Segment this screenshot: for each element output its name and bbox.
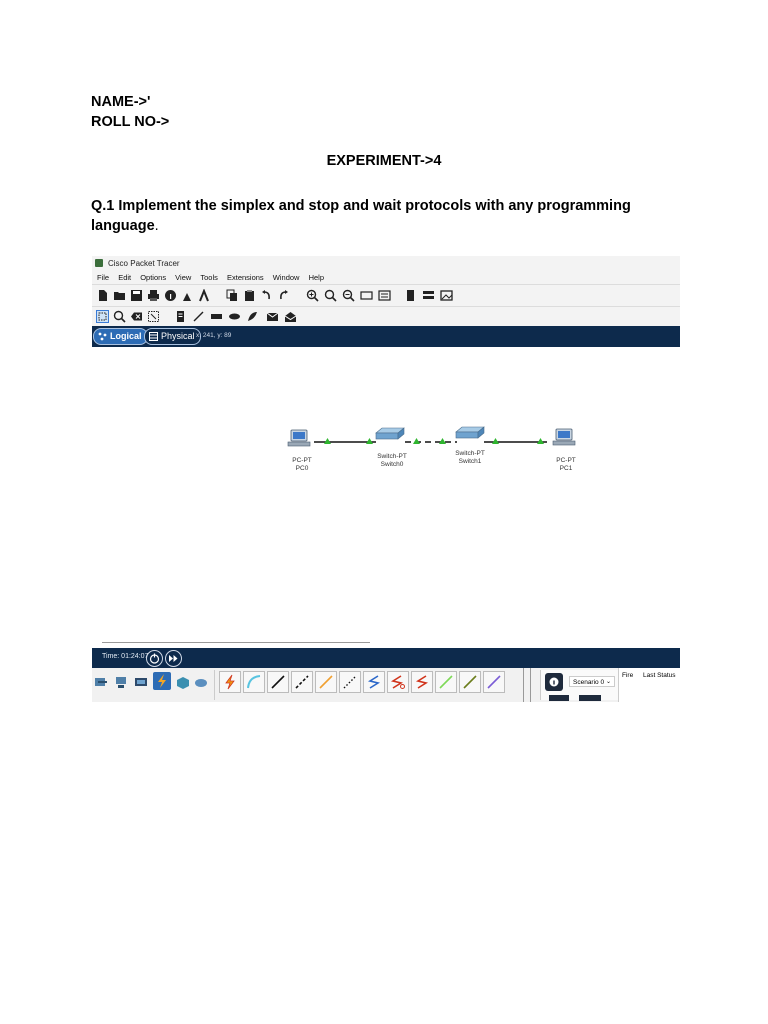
fast-forward-button[interactable] (165, 650, 182, 667)
switch1-icon[interactable] (456, 427, 484, 438)
octal-cable-button[interactable] (435, 671, 457, 693)
pc1-icon[interactable] (553, 429, 575, 445)
drawing-palette-icon[interactable] (360, 289, 373, 302)
iot-custom-cable-icon (462, 674, 478, 690)
zoom-out-icon[interactable] (342, 289, 355, 302)
device-name: Switch1 (458, 457, 482, 465)
pc0-label (277, 457, 327, 472)
question-text (91, 196, 651, 236)
panel-splitter[interactable] (523, 668, 531, 702)
pc0-icon[interactable] (288, 430, 310, 446)
fast-forward-icon (166, 651, 181, 666)
link-status-up-icon (492, 438, 499, 444)
info-icon[interactable] (164, 289, 177, 302)
zoom-reset-icon[interactable] (324, 289, 337, 302)
menu-tools[interactable]: Tools (200, 273, 218, 282)
serial-dte-cable-icon (414, 674, 430, 690)
undo-icon[interactable] (260, 289, 273, 302)
zoom-in-icon[interactable] (306, 289, 319, 302)
power-cycle-icon (147, 651, 162, 666)
menu-extensions[interactable]: Extensions (227, 273, 264, 282)
switch1-label (445, 450, 495, 465)
menu-window[interactable]: Window (272, 273, 300, 282)
multiuser-cloud-icon[interactable] (194, 675, 208, 689)
tab-logical-label: Logical (110, 331, 142, 341)
coaxial-cable-icon (366, 674, 382, 690)
device-type-panel (92, 668, 680, 702)
connections-category[interactable] (153, 672, 171, 690)
window-titlebar (92, 256, 680, 271)
save-icon[interactable] (130, 289, 143, 302)
pc1-label (541, 457, 591, 472)
print-icon[interactable] (147, 289, 160, 302)
switch0-label (367, 453, 417, 468)
question-period: . (154, 218, 159, 234)
draw-line-icon[interactable] (192, 310, 205, 323)
note-icon[interactable] (174, 310, 187, 323)
network-devices-icon[interactable] (94, 675, 108, 689)
crossover-cable-button[interactable] (291, 671, 313, 693)
scenario-select[interactable] (569, 676, 615, 687)
octal-cable-icon (438, 674, 454, 690)
add-simple-pdu-icon[interactable] (266, 310, 279, 323)
switch0-icon[interactable] (376, 428, 404, 439)
console-cable-icon (246, 674, 262, 690)
iot-custom-cable-button[interactable] (459, 671, 481, 693)
serial-dce-cable-button[interactable] (387, 671, 409, 693)
resize-shape-icon[interactable] (147, 310, 160, 323)
coaxial-cable-button[interactable] (363, 671, 385, 693)
roll-number-label: ROLL NO-> (91, 114, 170, 130)
scenario-panel (540, 670, 619, 700)
question-bold-text: Q.1 Implement the simplex and stop and wait protocols with any programming language (91, 198, 631, 234)
end-devices-icon[interactable] (114, 675, 128, 689)
activity-wizard-icon[interactable] (181, 289, 194, 302)
usb-cable-button[interactable] (483, 671, 505, 693)
phone-cable-icon (342, 674, 358, 690)
link-status-up-icon (413, 438, 420, 444)
link-status-up-icon (366, 438, 373, 444)
physical-icon (149, 332, 158, 341)
delete-icon[interactable] (130, 310, 143, 323)
draw-ellipse-icon[interactable] (228, 310, 241, 323)
add-complex-pdu-icon[interactable] (284, 310, 297, 323)
freeform-icon[interactable] (246, 310, 259, 323)
crossover-cable-icon (294, 674, 310, 690)
link-status-up-icon (439, 438, 446, 444)
serial-dce-cable-icon (390, 674, 406, 690)
menu-file[interactable]: File (97, 273, 110, 282)
new-scenario-button[interactable] (549, 695, 569, 701)
pdu-column-fire: Fire (622, 672, 634, 679)
menu-options[interactable]: Options (140, 273, 167, 282)
divider (214, 670, 215, 700)
packet-tracer-screenshot (92, 256, 680, 702)
open-folder-icon[interactable] (113, 289, 126, 302)
device-type: PC-PT (556, 457, 576, 464)
menu-edit[interactable]: Edit (118, 273, 132, 282)
new-file-icon[interactable] (96, 289, 109, 302)
window-title: Cisco Packet Tracer (108, 259, 180, 268)
custom-device-dialog-icon[interactable] (378, 289, 391, 302)
select-tool-icon[interactable] (96, 310, 109, 323)
straight-through-cable-button[interactable] (267, 671, 289, 693)
menu-help[interactable]: Help (308, 273, 324, 282)
tab-physical-label: Physical (161, 331, 195, 341)
device-type: PC-PT (292, 457, 312, 464)
device-name: PC1 (559, 464, 573, 472)
delete-scenario-button[interactable] (579, 695, 601, 701)
menu-view[interactable]: View (175, 273, 192, 282)
inspect-icon[interactable] (113, 310, 126, 323)
packet-tracer-icon (95, 259, 103, 267)
custom-device-icon[interactable] (198, 289, 211, 302)
usb-cable-icon (486, 674, 502, 690)
automatic-cable-button[interactable] (219, 671, 241, 693)
menu-bar (92, 271, 680, 284)
experiment-heading: EXPERIMENT->4 (326, 153, 442, 169)
pdu-list-header (618, 668, 680, 702)
fiber-cable-icon (318, 674, 334, 690)
device-type: Switch-PT (455, 450, 485, 457)
draw-rectangle-icon[interactable] (210, 310, 223, 323)
device-name: PC0 (295, 464, 309, 472)
straight-through-cable-icon (270, 674, 286, 690)
copy-icon[interactable] (226, 289, 239, 302)
chevron-down-icon: ⌄ (605, 679, 611, 685)
miscellaneous-icon[interactable] (176, 675, 190, 689)
main-toolbar (92, 284, 680, 307)
phone-cable-button[interactable] (339, 671, 361, 693)
components-icon[interactable] (134, 675, 148, 689)
name-label: NAME->' (91, 94, 151, 110)
serial-dte-cable-button[interactable] (411, 671, 433, 693)
device-type: Switch-PT (377, 453, 407, 460)
automatic-cable-icon (222, 674, 238, 690)
fiber-cable-button[interactable] (315, 671, 337, 693)
link-status-up-icon (537, 438, 544, 444)
network-info-icon[interactable] (422, 289, 435, 302)
edit-toolbar (92, 306, 680, 327)
device-list-icon[interactable] (404, 289, 417, 302)
cursor-coordinates: x: 241, y: 89 (196, 332, 232, 339)
device-name: Switch0 (380, 460, 404, 468)
horizontal-scrollbar[interactable] (102, 642, 370, 643)
scenario-select-value: Scenario 0 (573, 679, 605, 686)
logical-icon (98, 332, 107, 341)
tab-logical[interactable] (93, 328, 148, 345)
redo-icon[interactable] (277, 289, 290, 302)
power-cycle-button[interactable] (146, 650, 163, 667)
connections-icon (153, 672, 171, 690)
scenario-info-icon[interactable] (545, 673, 563, 691)
viewport-icon[interactable] (440, 289, 453, 302)
pdu-column-last-status: Last Status (643, 672, 676, 679)
simulation-time: Time: 01:24:07 (102, 653, 149, 660)
tab-physical[interactable] (144, 328, 201, 345)
paste-icon[interactable] (243, 289, 256, 302)
realtime-bar (92, 648, 680, 668)
link-status-up-icon (324, 438, 331, 444)
logical-workspace[interactable] (92, 347, 680, 637)
workspace-tab-bar (92, 326, 680, 347)
console-cable-button[interactable] (243, 671, 265, 693)
